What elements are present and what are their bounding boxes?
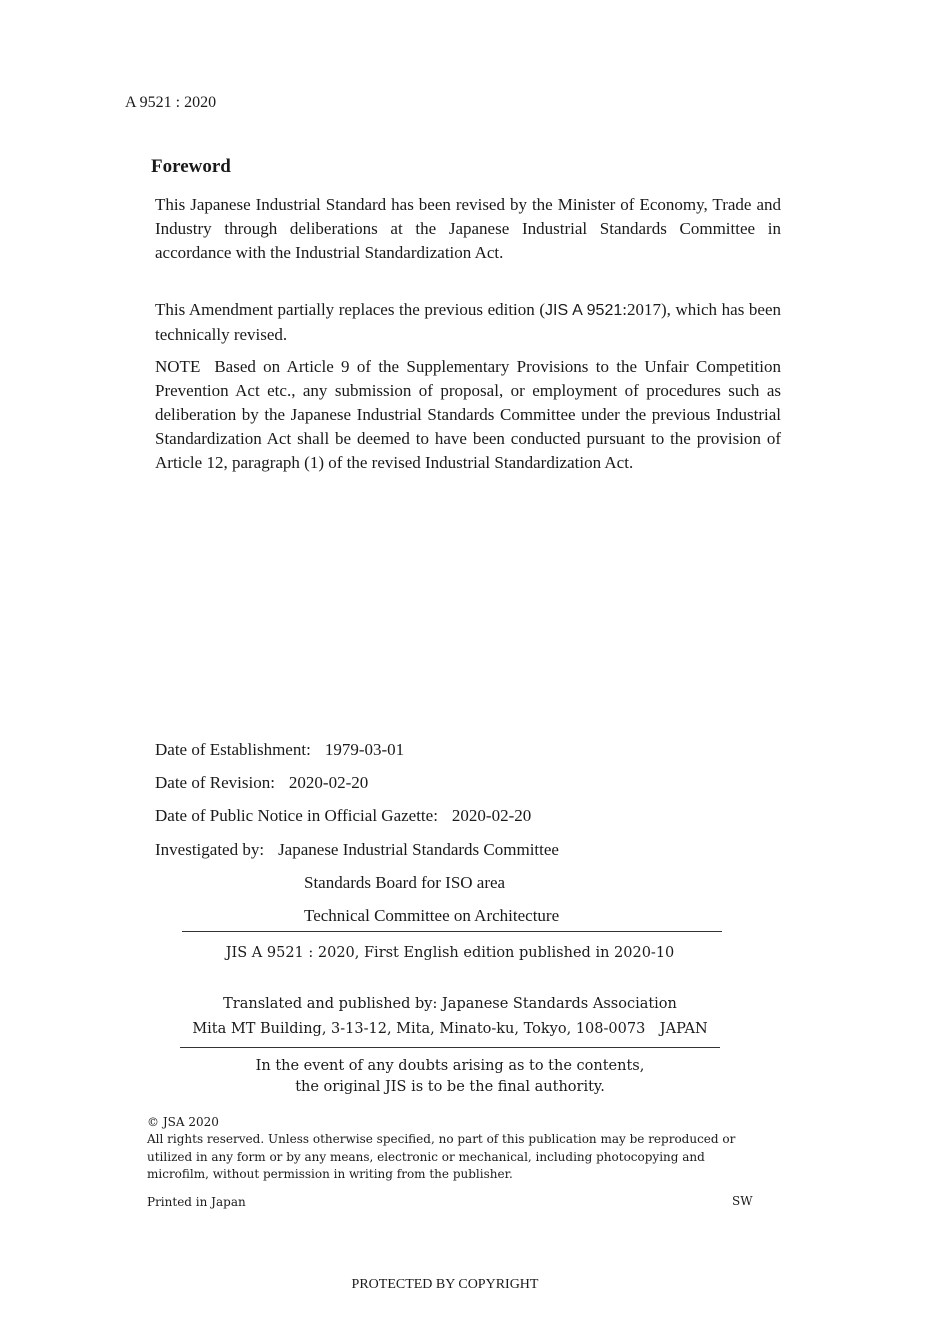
revision-label: Date of Revision:	[155, 773, 275, 792]
foreword-paragraph-1: This Japanese Industrial Standard has been revised by the Minister of Economy, Trade and Industry through deliberations at the Japanese Industrial Standards Committee in accordance with the Industrial Standardization Act.	[155, 195, 781, 262]
edition-line: JIS A 9521 : 2020, First English edition published in 2020-10	[225, 945, 675, 961]
gazette-label: Date of Public Notice in Official Gazette:	[155, 806, 438, 825]
divider-bottom	[180, 1047, 720, 1048]
investigated-entity-3: Technical Committee on Architecture	[304, 906, 560, 925]
copyright-notice: © JSA 2020	[147, 1115, 219, 1129]
jis-reference: JIS A 9521	[545, 302, 623, 319]
printer-code: SW	[732, 1194, 753, 1208]
establishment-date	[155, 740, 404, 760]
foreword-paragraph-2	[155, 298, 781, 347]
revision-date	[155, 773, 368, 793]
foreword-heading: Foreword	[151, 156, 231, 177]
document-code: A 9521 : 2020	[125, 94, 217, 111]
establishment-label: Date of Establishment:	[155, 740, 311, 759]
printed-in: Printed in Japan	[147, 1195, 246, 1209]
investigated-entity-1: Japanese Industrial Standards Committee	[278, 840, 559, 859]
note-label: NOTE	[155, 357, 201, 376]
investigated-by	[155, 840, 559, 860]
copyright-footer: PROTECTED BY COPYRIGHT	[351, 1277, 539, 1292]
para2-text-after: :2017), which has been technically revised.	[155, 300, 781, 344]
authority-line-2: the original JIS is to be the final authority.	[295, 1079, 605, 1095]
rights-statement: All rights reserved. Unless otherwise specified, no part of this publication may be reproduced or utilized in any form or by any means, electronic or mechanical, including photocopying and microfilm, without permission in writing from the publisher.	[147, 1132, 736, 1181]
revision-value: 2020-02-20	[288, 773, 369, 792]
establishment-value: 1979-03-01	[324, 740, 405, 759]
foreword-note	[155, 355, 781, 475]
divider-top	[182, 931, 722, 932]
investigated-entity-2: Standards Board for ISO area	[304, 873, 506, 892]
gazette-value: 2020-02-20	[451, 806, 532, 825]
note-text: Based on Article 9 of the Supplementary Provisions to the Unfair Competition Prevention Act etc., any submission of proposal, or employment of procedures such as deliberation by the Japanese Industrial Standards Committee under the previous Industrial Standardization Act shall be deemed to have been conducted pursuant to the provision of Article 12, paragraph (1) of the revised Industrial Standardization Act.	[155, 357, 781, 472]
authority-line-1: In the event of any doubts arising as to the contents,	[255, 1058, 645, 1074]
gazette-date	[155, 806, 531, 826]
investigated-label: Investigated by:	[155, 840, 265, 859]
para2-text-before: This Amendment partially replaces the previous edition (	[155, 300, 546, 319]
publisher-line: Translated and published by: Japanese Standards Association	[223, 996, 677, 1012]
address-line: Mita MT Building, 3-13-12, Mita, Minato-ku, Tokyo, 108-0073 JAPAN	[192, 1021, 708, 1037]
